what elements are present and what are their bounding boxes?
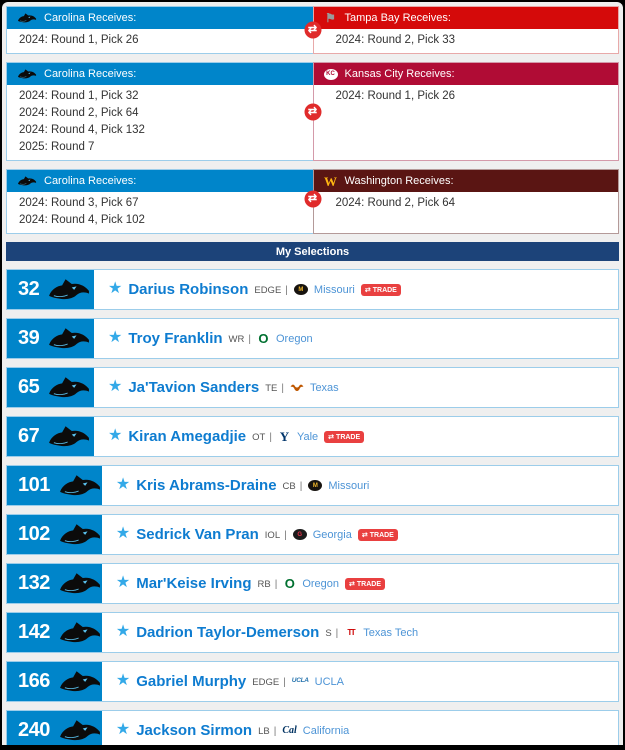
california-golden-bears-logo: Cal: [282, 724, 297, 736]
position-separator: |: [248, 334, 251, 345]
star-icon: ★: [108, 377, 123, 395]
carolina-panthers-logo: [17, 12, 37, 24]
trade-swap-icon: ⇄: [304, 191, 321, 208]
player-position: EDGE: [254, 285, 282, 296]
carolina-panthers-logo-icon: [58, 718, 102, 743]
player-name[interactable]: Troy Franklin: [128, 330, 223, 347]
school-name: Oregon: [302, 578, 340, 590]
player-name[interactable]: Darius Robinson: [128, 281, 249, 298]
school-name: Georgia: [312, 529, 352, 541]
selection-details: [94, 270, 618, 309]
swap-arrows-icon: ⇄: [364, 286, 371, 294]
position-separator: |: [273, 726, 277, 737]
trade-team-label: Tampa Bay Receives:: [344, 12, 451, 24]
player-position: OT: [252, 432, 266, 443]
selection-details: [102, 515, 618, 554]
star-icon: ★: [115, 475, 131, 493]
trade-badge-label: TRADE: [372, 286, 397, 294]
trade-receiving-side: [6, 62, 313, 161]
school-name: Texas: [309, 382, 339, 394]
swap-arrows-icon: ⇄: [349, 580, 355, 588]
school-name: Yale: [296, 431, 319, 443]
trade-card: [6, 169, 619, 234]
trade-pick-line: 2024: Round 4, Pick 102: [19, 214, 145, 226]
star-icon: ★: [115, 720, 131, 738]
trade-left-header: [7, 170, 313, 192]
trade-badge: [345, 578, 385, 590]
carolina-panthers-logo-icon: [47, 277, 91, 302]
trade-giving-side: [313, 6, 620, 54]
selection-row[interactable]: [6, 465, 619, 506]
pick-number-block: [7, 319, 94, 358]
selection-details: [102, 613, 618, 652]
position-separator: |: [335, 628, 339, 639]
trade-badge-label: TRADE: [336, 433, 361, 441]
trade-team-label: Kansas City Receives:: [344, 68, 455, 80]
pick-number: 102: [18, 523, 50, 545]
school-name: Missouri: [313, 284, 355, 296]
trade-pick-line: 2024: Round 1, Pick 26: [19, 34, 139, 46]
swap-arrows-icon: ⇄: [328, 433, 335, 441]
carolina-panthers-logo-icon: [58, 669, 102, 694]
position-separator: |: [283, 677, 286, 688]
pick-number: 65: [18, 376, 40, 398]
trade-pick-line: 2025: Round 7: [19, 141, 95, 153]
trade-left-picks: [7, 192, 313, 233]
pick-number: 166: [18, 670, 50, 692]
selection-row[interactable]: [6, 563, 619, 604]
trade-badge-label: TRADE: [356, 580, 382, 588]
trade-swap-icon: ⇄: [304, 22, 321, 39]
pick-number-block: [7, 711, 102, 745]
carolina-panthers-logo-icon: [47, 424, 91, 449]
school-name: Oregon: [275, 333, 313, 345]
school-name: UCLA: [314, 676, 344, 688]
pick-number-block: [7, 270, 94, 309]
position-separator: |: [285, 285, 288, 296]
trade-left-header: [7, 7, 313, 29]
star-icon: ★: [115, 573, 131, 591]
position-separator: |: [274, 579, 278, 590]
player-name[interactable]: Kris Abrams-Draine: [136, 477, 277, 494]
tampa-bay-buccaneers-logo: ⚑: [325, 11, 336, 25]
pick-number: 142: [18, 621, 50, 643]
pick-number: 132: [18, 572, 50, 594]
washington-commanders-logo: W: [324, 173, 337, 189]
pick-number: 39: [18, 327, 40, 349]
pick-number: 32: [18, 278, 40, 300]
trade-badge: [324, 431, 364, 443]
player-position: WR: [228, 334, 245, 345]
player-name[interactable]: Ja'Tavion Sanders: [128, 379, 260, 396]
selection-details: [94, 319, 618, 358]
star-icon: ★: [115, 671, 131, 689]
swap-arrows-icon: ⇄: [361, 531, 368, 539]
selection-row[interactable]: [6, 612, 619, 653]
trade-badge: [361, 284, 401, 296]
school-name: Missouri: [328, 480, 370, 492]
selections-list: [2, 269, 623, 745]
selection-details: [102, 564, 618, 603]
trade-right-picks: [314, 29, 619, 53]
trade-giving-side: [313, 62, 620, 161]
school-name: Texas Tech: [363, 627, 419, 639]
selection-details: [94, 417, 618, 456]
pick-number: 67: [18, 425, 40, 447]
star-icon: ★: [108, 328, 123, 346]
player-position: RB: [257, 579, 271, 590]
selection-row[interactable]: [6, 710, 619, 745]
selection-row[interactable]: [6, 367, 619, 408]
trade-team-label: Carolina Receives:: [44, 175, 137, 187]
trade-team-label: Carolina Receives:: [44, 68, 137, 80]
trade-card: [6, 6, 619, 54]
player-name[interactable]: Dadrion Taylor-Demerson: [136, 624, 320, 641]
star-icon: ★: [115, 622, 131, 640]
trade-pick-line: 2024: Round 1, Pick 26: [335, 90, 456, 102]
trade-badge-label: TRADE: [369, 531, 394, 539]
yale-bulldogs-logo: Y: [279, 429, 290, 444]
position-separator: |: [269, 432, 272, 443]
trade-team-label: Washington Receives:: [344, 175, 454, 187]
selection-details: [94, 368, 618, 407]
pick-number: 101: [18, 474, 50, 496]
player-position: TE: [265, 383, 278, 394]
ucla-bruins-logo: UCLA: [291, 677, 309, 685]
pick-number-block: [7, 466, 102, 505]
trade-right-header: [314, 170, 619, 192]
pick-number-block: [7, 515, 102, 554]
oregon-ducks-logo: O: [284, 576, 295, 591]
trade-left-picks: [7, 29, 313, 53]
player-position: IOL: [264, 530, 281, 541]
texas-longhorns-logo: [290, 381, 304, 394]
carolina-panthers-logo-icon: [58, 620, 102, 645]
position-separator: |: [299, 481, 303, 492]
trade-giving-side: [313, 169, 620, 234]
position-separator: |: [284, 530, 287, 541]
star-icon: ★: [115, 524, 131, 542]
trade-right-header: [314, 7, 619, 29]
selection-row[interactable]: [6, 514, 619, 555]
trade-left-picks: [7, 85, 313, 160]
pick-number-block: [7, 613, 102, 652]
player-position: S: [325, 628, 332, 639]
selection-row[interactable]: [6, 661, 619, 702]
selection-row[interactable]: [6, 269, 619, 310]
trade-right-picks: [314, 192, 619, 233]
pick-number-block: [7, 417, 94, 456]
player-name[interactable]: Kiran Amegadjie: [128, 428, 247, 445]
oregon-ducks-logo: O: [258, 331, 269, 346]
texas-tech-red-raiders-logo: TT: [347, 627, 355, 637]
player-name[interactable]: Sedrick Van Pran: [136, 526, 259, 543]
carolina-panthers-logo-icon: [58, 522, 102, 547]
trade-pick-line: 2024: Round 3, Pick 67: [19, 197, 139, 209]
carolina-panthers-logo-icon: [47, 326, 91, 351]
trade-pick-line: 2024: Round 2, Pick 64: [19, 107, 139, 119]
trade-pick-line: 2024: Round 2, Pick 64: [335, 197, 456, 209]
kansas-city-chiefs-logo: KC: [324, 68, 338, 80]
school-name: California: [302, 725, 350, 737]
trade-pick-line: 2024: Round 2, Pick 33: [335, 34, 456, 46]
selection-row[interactable]: [6, 416, 619, 457]
player-name[interactable]: Mar'Keise Irving: [136, 575, 252, 592]
player-name[interactable]: Gabriel Murphy: [136, 673, 247, 690]
selection-details: [102, 662, 618, 701]
carolina-panthers-logo-icon: [58, 571, 102, 596]
missouri-tigers-logo: M: [294, 283, 308, 296]
trade-swap-icon: ⇄: [304, 103, 321, 120]
pick-number-block: [7, 564, 102, 603]
carolina-panthers-logo-icon: [58, 473, 102, 498]
pick-number-block: [7, 662, 102, 701]
selection-row[interactable]: [6, 318, 619, 359]
trade-pick-line: 2024: Round 4, Pick 132: [19, 124, 145, 136]
selection-details: [102, 466, 618, 505]
trade-badge: [358, 529, 398, 541]
georgia-bulldogs-logo: G: [293, 528, 307, 541]
trade-receiving-side: [6, 6, 313, 54]
missouri-tigers-logo: M: [308, 479, 322, 492]
trade-receiving-side: [6, 169, 313, 234]
my-selections-header: My Selections: [6, 242, 619, 261]
player-position: EDGE: [252, 677, 280, 688]
carolina-panthers-logo: [17, 68, 37, 80]
trade-pick-line: 2024: Round 1, Pick 32: [19, 90, 139, 102]
pick-number-block: [7, 368, 94, 407]
trade-team-label: Carolina Receives:: [44, 12, 137, 24]
trade-right-header: [314, 63, 619, 85]
trade-left-header: [7, 63, 313, 85]
player-position: LB: [258, 726, 270, 737]
trades-section: [2, 6, 623, 234]
position-separator: |: [281, 383, 284, 394]
pick-number: 240: [18, 719, 50, 741]
carolina-panthers-logo: [17, 175, 37, 187]
carolina-panthers-logo-icon: [47, 375, 91, 400]
selection-details: [102, 711, 618, 745]
trade-card: [6, 62, 619, 161]
star-icon: ★: [108, 426, 123, 444]
player-name[interactable]: Jackson Sirmon: [136, 722, 253, 739]
trade-right-picks: [314, 85, 619, 160]
star-icon: ★: [108, 279, 123, 297]
player-position: CB: [282, 481, 296, 492]
